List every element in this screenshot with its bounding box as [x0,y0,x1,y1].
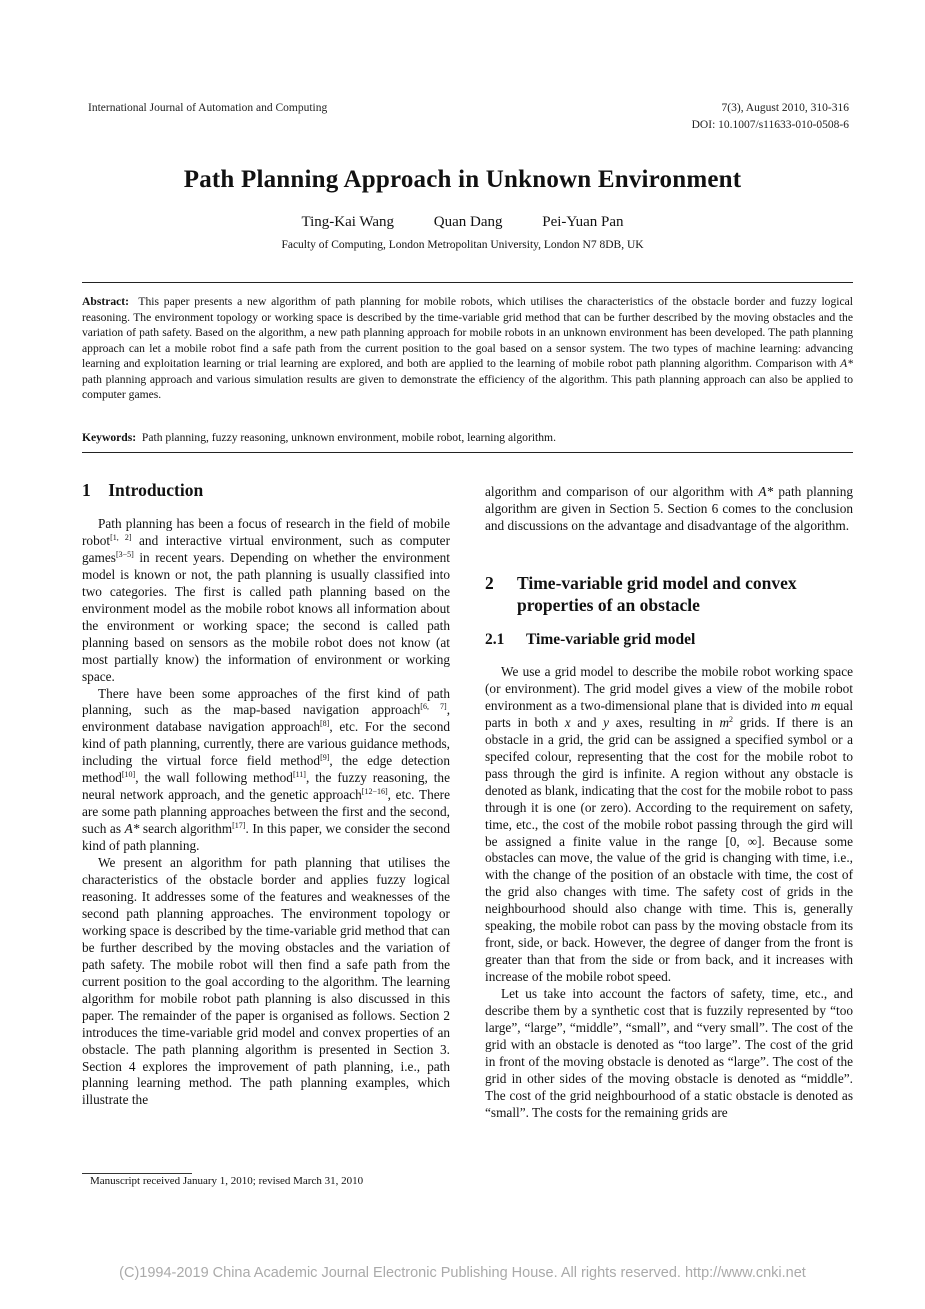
citation: [9] [320,753,330,763]
subsection-2-1-number: 2.1 [485,631,505,648]
footnote: Manuscript received January 1, 2010; revised March 31, 2010 [90,1175,364,1187]
author-2: Quan Dang [433,214,503,230]
intro-paragraph-3: We present an algorithm for path planning that utilises the characteristics of the obstacle border and applies fuzzy logical reasoning. It addresses some of the features and weaknesses of the second path planning approaches. The environment topology or working space is described by the time-variable grid method that can be further described by the moving obstacles and the variation of path safety. The mobile robot will then find a safe path from the current position to the goal according to the algorithm. The learning algorithm for mobile robot path planning is also discussed in this paper. The remainder of the paper is organised as follows. Section 2 introduces the time-variable grid model and convex properties of an obstacle. The path planning algorithm is presented in Section 3. Section 4 explores the improvement of path planning, i.e., path planning learning method. The path planning examples, which illustrate the [82,855,450,1108]
citation: [12−16] [361,787,388,797]
top-rule [82,282,853,283]
citation: [3−5] [115,549,134,559]
keywords [82,430,853,446]
citation: [6, 7] [420,702,447,712]
citation: [17] [232,821,246,831]
subsection-2-1-title: Time-variable grid model [525,631,696,648]
copyright-notice: (C)1994-2019 China Academic Journal Electronic Publishing House. All rights reserved. http://www.cnki.net [119,1265,806,1281]
author-3: Pei-Yuan Pan [542,214,624,230]
grid-model-paragraph-2: Let us take into account the factors of safety, time, etc., and describe them by a synthetic cost that is fuzzily represented by “too large”, “large”, “middle”, “small”, and “very small”. The cost of the grid with an obstacle is denoted as “too large”. The cost of the grid in front of the moving obstacle is denoted as “large”. The cost of the grid in other sides of the moving obstacle is denoted as “middle”. The cost of the grid neighbourhood of a static obstacle is denoted as “small”. The costs for the remaining grids are [485,986,853,1120]
affiliation: Faculty of Computing, London Metropolitan University, London N7 8DB, UK [281,239,644,251]
abstract-label: Abstract: [82,295,130,308]
bottom-rule [82,452,853,453]
abstract [82,294,853,403]
intro-paragraph-2: There have been some approaches of the first kind of path planning, such as the map-based navigation approach[6, 7], environment database navigation approach[8], etc. For the second kind of path planning, currently, there are various guidance methods, including the virtual force field method[9], the edge detection method[10], the wall following method[11], the fuzzy reasoning, the neural network approach, and the genetic approach[12−16], etc. There are some path planning approaches between the first and the second, such as A* search algorithm[17]. In this paper, we consider the second kind of path planning. [82,685,451,854]
right-column [485,664,853,1122]
keywords-text: Path planning, fuzzy reasoning, unknown environment, mobile robot, learning algorithm. [141,431,556,444]
author-1: Ting-Kai Wang [301,214,395,230]
right-column-continuation [485,484,853,535]
section-2-title: Time-variable grid model and convex properties of an obstacle [517,573,797,615]
abstract-text-a: This paper presents a new algorithm of path planning for mobile robots, which utilises the characteristics of the obstacle border and fuzzy logical reasoning. The environment topology or working space is described by the time-variable grid method that can be further described by the moving obstacles and the variation of path safety. Based on the algorithm, a new path planning approach for mobile robots in an unknown environment has been developed. The path planning approach can let a mobile robot find a safe path from the current position to the goal based on a sensor system. The two types of machine learning: advancing learning and exploitation learning or trial learning are explored, and both are applied to the learning of mobile robot path planning algorithm. Comparison with [82,295,853,370]
abstract-astar: A* [840,357,853,370]
section-2-heading [485,572,853,616]
section-1-title: Introduction [108,480,204,500]
intro-paragraph-1: Path planning has been a focus of research in the field of mobile robot[1, 2] and interactive virtual environment, such as computer games[3−5] in recent years. Depending on whether the environment model is known or not, the path planning is usually classified into two categories. The first is called path planning based on the environment model as the mobile robot knows all information about the environment or working space; the second is called path planning based on sensors as the mobile robot does not know (at most partially know) the information of environment or working space. [82,516,451,684]
paper-title: Path Planning Approach in Unknown Environment [183,166,742,193]
citation: [10] [121,770,136,780]
citation: [11] [292,770,306,780]
section-1-heading [82,480,203,501]
abstract-text-b: path planning approach and various simulation results are given to demonstrate the efficiency of the algorithm. This path planning approach can also be applied to computer games. [82,372,853,401]
grid-model-paragraph-1: We use a grid model to describe the mobile robot working space (or environment). The grid model gives a view of the mobile robot environment as a two-dimensional plane that is divided into m equal parts in both x and y axes, resulting in $m^2$ grids. If there is an obstacle in a grid, the grid can be assigned a specified symbol or a specifed colour, representing that the cost for the mobile robot to pass through the gird is infinite. A region without any obstacle is denoted as blank, indicating that the cost for the mobile robot to pass through it is one (or zero). According to the requirement on safety, time, etc., the cost of the mobile robot passing through the gird will be assigned a finite value in the range [0, ∞]. Because some obstacles can move, the value of the grid is changing with time, i.e., with the change of the position of an obstacle with time, the cost of the grid also changes with time. The safety cost of grids in the neighbourhood should also change with time. This is, generally speaking, the mobile robot can pass by the moving obstacle from its front, side, or back. However, the degree of danger from the front is greater than that from the side or from back, and it increases with increase of the mobile robot speed. [485,664,854,985]
left-column [82,516,450,1109]
section-1-number: 1 [82,480,91,500]
subsection-2-1-heading [485,631,695,649]
author-list [0,214,925,231]
keywords-label: Keywords: [82,431,137,444]
section-2-number: 2 [485,573,494,593]
citation: [1, 2] [110,532,132,542]
citation: [8] [320,719,330,729]
intro-paragraph-3-continued: algorithm and comparison of our algorithm with A* path planning algorithm are given in Section 5. Section 6 comes to the conclusion and discussions on the advantage and disadvantage of the algorithm. [485,484,854,533]
doi: DOI: 10.1007/s11633-010-0508-6 [691,119,849,131]
journal-name: International Journal of Automation and Computing [88,102,328,114]
footnote-rule [82,1173,192,1174]
issue-info: 7(3), August 2010, 310-316 [721,102,849,114]
